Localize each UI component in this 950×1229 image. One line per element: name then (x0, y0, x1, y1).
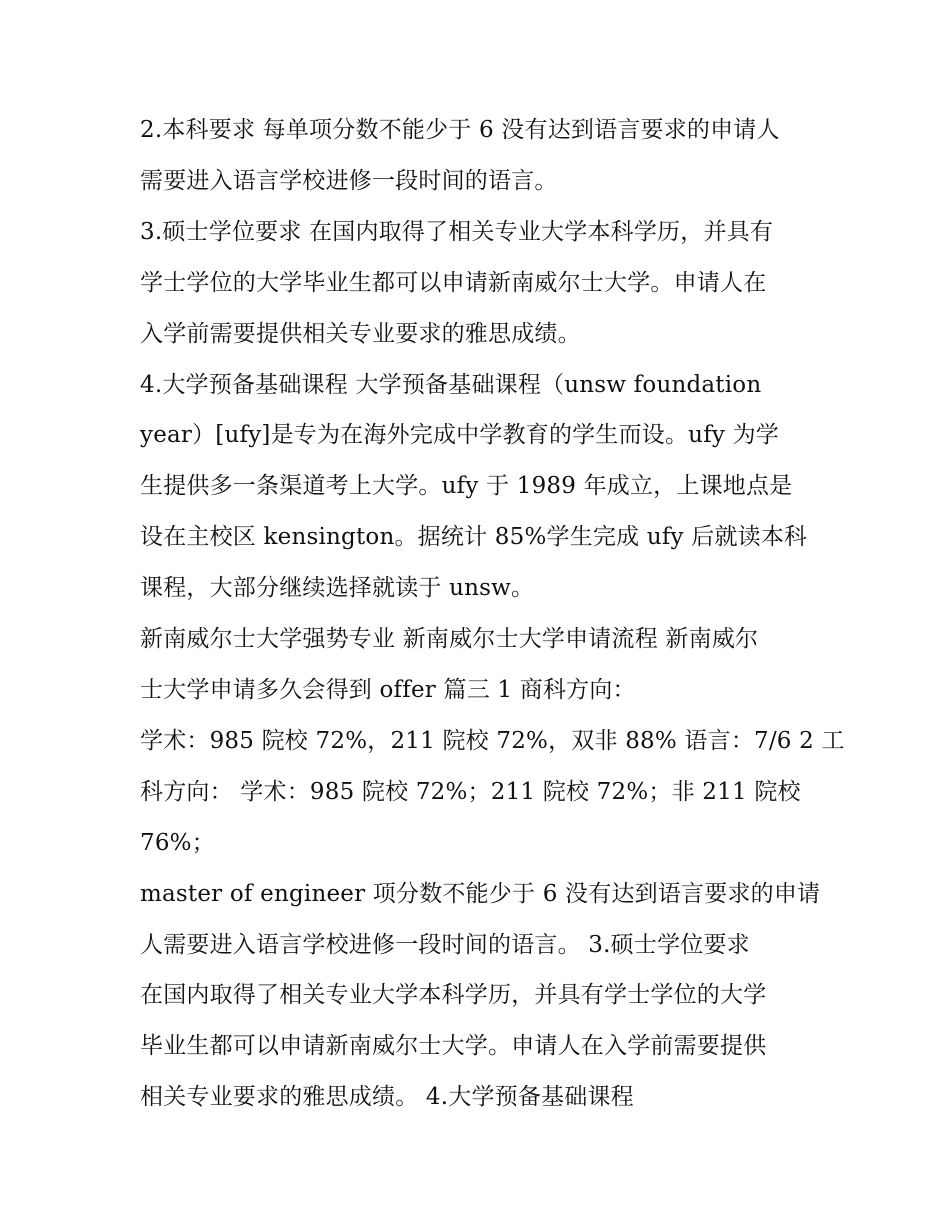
text-line: 课程，大部分继续选择就读于 unsw。 (140, 575, 535, 602)
text-line: 在国内取得了相关专业大学本科学历，并具有学士学位的大学 (140, 982, 767, 1009)
text-line: 2.本科要求 每单项分数不能少于 6 没有达到语言要求的申请人 (140, 117, 780, 143)
text-line: 设在主校区 kensington。据统计 85%学生完成 ufy 后就读本科 (140, 524, 808, 551)
text-line: 4.大学预备基础课程 大学预备基础课程（unsw foundation (140, 371, 762, 398)
text-line: 76%； (140, 829, 215, 856)
text-line: 学术：985 院校 72%，211 院校 72%，双非 88% 语言：7/6 2 工 (140, 727, 845, 754)
text-line: 科方向： 学术：985 院校 72%；211 院校 72%；非 211 院校 (140, 778, 801, 805)
text-line: 相关专业要求的雅思成绩。 4.大学预备基础课程 (140, 1084, 634, 1111)
text-line: 人需要进入语言学校进修一段时间的语言。 3.硕士学位要求 (140, 931, 750, 958)
text-line: 毕业生都可以申请新南威尔士大学。申请人在入学前需要提供 (140, 1033, 767, 1060)
text-line: 生提供多一条渠道考上大学。ufy 于 1989 年成立，上课地点是 (140, 473, 793, 500)
text-line: 需要进入语言学校进修一段时间的语言。 (140, 167, 558, 194)
text-line: year）[ufy]是专为在海外完成中学教育的学生而设。ufy 为学 (140, 422, 780, 449)
document-body (140, 105, 845, 1123)
text-line: 学士学位的大学毕业生都可以申请新南威尔士大学。申请人在 (140, 269, 767, 296)
text-line: master of engineer 项分数不能少于 6 没有达到语言要求的申请 (140, 880, 821, 907)
text-line: 新南威尔士大学强势专业 新南威尔士大学申请流程 新南威尔 (140, 626, 759, 653)
text-line: 3.硕士学位要求 在国内取得了相关专业大学本科学历，并具有 (140, 218, 774, 245)
text-line: 士大学申请多久会得到 offer 篇三 1 商科方向： (140, 676, 636, 703)
text-line: 入学前需要提供相关专业要求的雅思成绩。 (140, 320, 581, 347)
